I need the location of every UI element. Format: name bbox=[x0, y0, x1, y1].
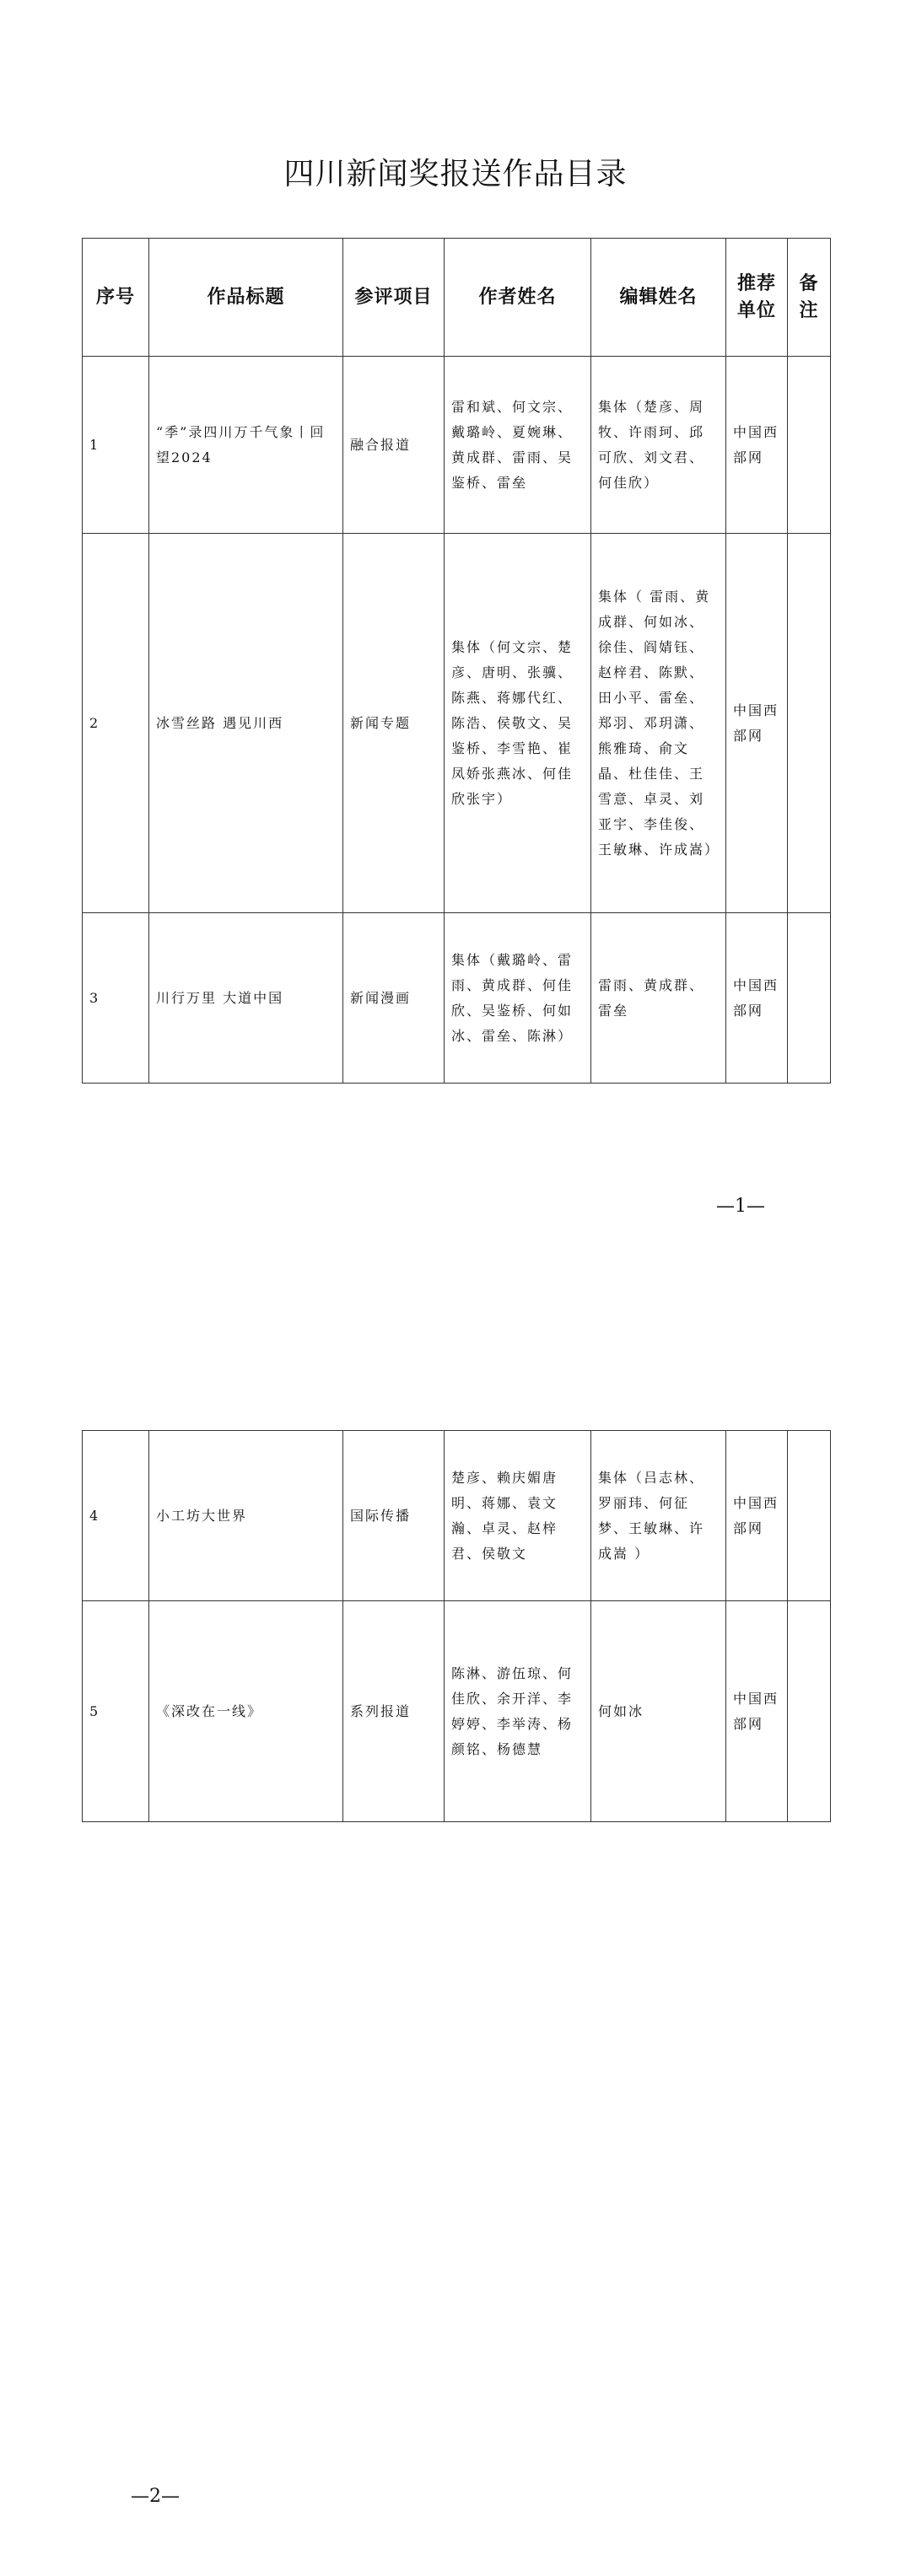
table-row bbox=[83, 1431, 831, 1601]
cell-editors: 雷雨、黄成群、雷垒 bbox=[591, 913, 726, 1084]
catalog-table-continued bbox=[82, 1430, 831, 1822]
header-recommender: 推荐单位 bbox=[726, 239, 788, 357]
document-title: 四川新闻奖报送作品目录 bbox=[283, 157, 628, 191]
cell-recommender: 中国西部网 bbox=[726, 1601, 788, 1822]
cell-seq: 3 bbox=[83, 913, 149, 1084]
cell-title: 小工坊大世界 bbox=[149, 1431, 343, 1601]
cell-seq: 4 bbox=[83, 1431, 149, 1601]
cell-title: 川行万里 大道中国 bbox=[149, 913, 343, 1084]
cell-seq: 2 bbox=[83, 534, 149, 913]
cell-remarks bbox=[788, 1601, 831, 1822]
cell-seq: 5 bbox=[83, 1601, 149, 1822]
catalog-table bbox=[82, 238, 831, 1084]
cell-remarks bbox=[788, 1431, 831, 1601]
cell-editors: 何如冰 bbox=[591, 1601, 726, 1822]
cell-recommender: 中国西部网 bbox=[726, 1431, 788, 1601]
cell-authors: 集体（何文宗、楚彦、唐明、张骥、陈燕、蒋娜代红、陈浩、侯敬文、吴鉴桥、李雪艳、崔凤娇张燕冰、何佳欣张宇） bbox=[445, 534, 591, 913]
cell-category: 国际传播 bbox=[343, 1431, 445, 1601]
table-header-row bbox=[83, 239, 831, 357]
cell-title: 《深改在一线》 bbox=[149, 1601, 343, 1822]
cell-editors: 集体（楚彦、周牧、许雨珂、邱可欣、刘文君、何佳欣） bbox=[591, 357, 726, 534]
cell-recommender: 中国西部网 bbox=[726, 534, 788, 913]
table-row bbox=[83, 534, 831, 913]
cell-authors: 集体（戴璐岭、雷雨、黄成群、何佳欣、吴鉴桥、何如冰、雷垒、陈淋） bbox=[445, 913, 591, 1084]
cell-remarks bbox=[788, 913, 831, 1084]
cell-remarks bbox=[788, 534, 831, 913]
cell-category: 融合报道 bbox=[343, 357, 445, 534]
cell-seq: 1 bbox=[83, 357, 149, 534]
cell-category: 新闻专题 bbox=[343, 534, 445, 913]
cell-editors: 集体（ 雷雨、黄成群、何如冰、徐佳、阎婧钰、赵梓君、陈默、田小平、雷垒、郑羽、邓玥潇、熊雅琦、俞文晶、杜佳佳、王雪意、卓灵、刘亚宇、李佳俊、王敏琳、许成嵩） bbox=[591, 534, 726, 913]
cell-title: 冰雪丝路 遇见川西 bbox=[149, 534, 343, 913]
cell-recommender: 中国西部网 bbox=[726, 913, 788, 1084]
cell-recommender: 中国西部网 bbox=[726, 357, 788, 534]
header-remarks: 备注 bbox=[788, 239, 831, 357]
table-row bbox=[83, 1601, 831, 1822]
page-2 bbox=[0, 1288, 911, 2576]
page-number: —2— bbox=[131, 2486, 180, 2507]
header-title: 作品标题 bbox=[149, 239, 343, 357]
table-row bbox=[83, 357, 831, 534]
header-category: 参评项目 bbox=[343, 239, 445, 357]
header-seq: 序号 bbox=[83, 239, 149, 357]
table-row bbox=[83, 913, 831, 1084]
cell-authors: 陈淋、游伍琼、何佳欣、余开洋、李婷婷、李举涛、杨颜铭、杨德慧 bbox=[445, 1601, 591, 1822]
cell-title: “季”录四川万千气象丨回望2024 bbox=[149, 357, 343, 534]
cell-category: 新闻漫画 bbox=[343, 913, 445, 1084]
cell-remarks bbox=[788, 357, 831, 534]
cell-editors: 集体（吕志林、罗丽玮、何征梦、王敏琳、许成嵩 ） bbox=[591, 1431, 726, 1601]
cell-authors: 雷和斌、何文宗、戴璐岭、夏婉琳、黄成群、雷雨、吴鉴桥、雷垒 bbox=[445, 357, 591, 534]
header-editors: 编辑姓名 bbox=[591, 239, 726, 357]
cell-category: 系列报道 bbox=[343, 1601, 445, 1822]
cell-authors: 楚彦、赖庆媚唐明、蒋娜、袁文瀚、卓灵、赵梓君、侯敬文 bbox=[445, 1431, 591, 1601]
page-number: —1— bbox=[716, 1196, 765, 1217]
header-authors: 作者姓名 bbox=[445, 239, 591, 357]
